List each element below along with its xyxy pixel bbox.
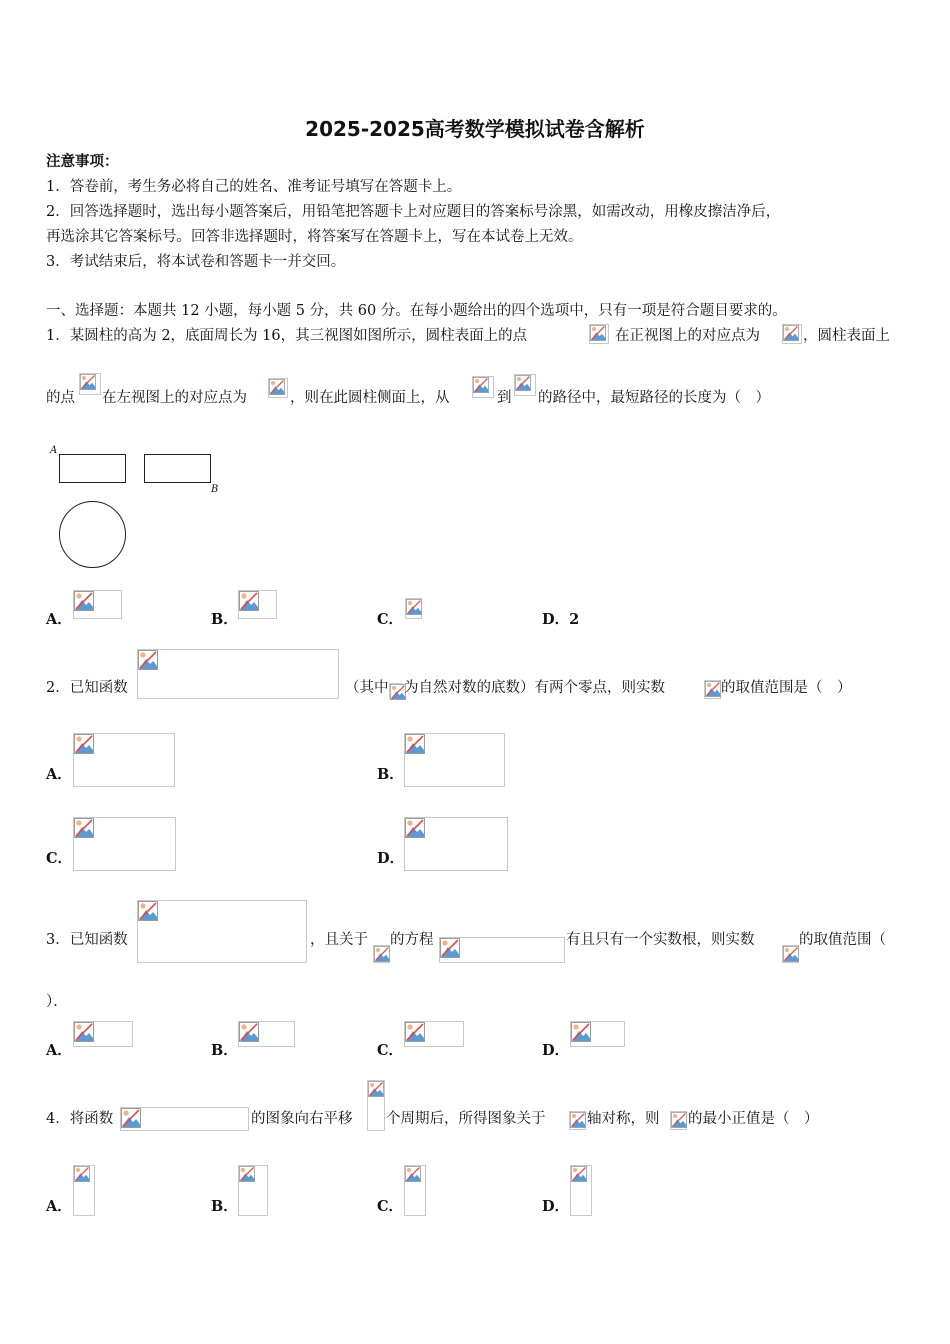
q2-option-d-formula <box>404 817 508 871</box>
q3-option-a[interactable]: A． <box>46 1042 72 1059</box>
broken-image-icon <box>138 650 158 670</box>
q3-option-d[interactable]: D． <box>542 1042 570 1059</box>
notice-heading: 注意事项： <box>46 153 119 170</box>
broken-image-icon <box>74 591 94 611</box>
q1-formula-5 <box>472 376 494 398</box>
q2-option-c[interactable]: C． <box>46 850 73 867</box>
q4-option-a-formula <box>73 1165 95 1216</box>
q2-text-2: （其中 <box>345 680 389 696</box>
broken-image-icon <box>783 325 799 341</box>
q1-text-2: 在正视图上的对应点为 <box>615 328 760 344</box>
q2-option-a-formula <box>73 733 175 787</box>
q1-formula-2 <box>782 324 802 344</box>
q3-text-5: 的取值范围（ <box>799 932 886 948</box>
q4-formula-omega <box>670 1111 687 1130</box>
q3-text-3: 的方程 <box>390 932 434 948</box>
broken-image-icon <box>239 1022 259 1042</box>
q2-option-b-formula <box>404 733 505 787</box>
q1-option-c[interactable]: C． <box>377 611 404 628</box>
q1-text-7: 到 <box>497 390 512 406</box>
notice-item-2a: 2．回答选择题时，选出每小题答案后，用铅笔把答题卡上对应题目的答案标号涂黑，如需改动，用橡皮擦洁净后， <box>46 204 781 220</box>
q2-option-d[interactable]: D． <box>377 850 405 867</box>
q3-formula-a <box>782 945 799 963</box>
broken-image-icon <box>590 325 606 341</box>
q4-option-b[interactable]: B． <box>211 1198 238 1215</box>
q4-option-a[interactable]: A． <box>46 1198 72 1215</box>
q1-text-1: 1．某圆柱的高为 2，底面周长为 16，其三视图如图所示，圆柱表面上的点 <box>46 328 528 344</box>
q4-formula-func <box>120 1107 249 1131</box>
broken-image-icon <box>571 1166 587 1182</box>
q3-option-d-formula <box>570 1021 625 1047</box>
broken-image-icon <box>74 818 94 838</box>
broken-image-icon <box>74 1022 94 1042</box>
q1-formula-3 <box>79 373 101 395</box>
q3-option-a-formula <box>73 1021 133 1047</box>
q4-option-b-formula <box>238 1165 268 1216</box>
q1-option-d[interactable]: D．2 <box>542 611 580 628</box>
q4-option-c-formula <box>404 1165 426 1216</box>
q2-text-4: 的取值范围是（ ） <box>721 680 852 696</box>
broken-image-icon <box>440 938 460 958</box>
q1-option-a[interactable]: A． <box>46 611 72 628</box>
q2-option-c-formula <box>73 817 176 871</box>
notice-item-2b: 再选涂其它答案标号。回答非选择题时，将答案写在答题卡上，写在本试卷上无效。 <box>46 229 583 245</box>
broken-image-icon <box>239 1166 255 1182</box>
q2-formula-func <box>137 649 339 699</box>
q1-text-4: 的点 <box>46 390 75 406</box>
broken-image-icon <box>121 1108 141 1128</box>
q3-formula-func <box>137 900 307 963</box>
broken-image-icon <box>405 1166 421 1182</box>
q1-option-b[interactable]: B． <box>211 611 238 628</box>
q4-text-3: 个周期后，所得图象关于 <box>386 1111 546 1127</box>
broken-image-icon <box>571 1022 591 1042</box>
q4-text-5: 的最小正值是（ ） <box>688 1111 819 1127</box>
broken-image-icon <box>80 374 96 390</box>
section-header: 一、选择题：本题共 12 小题，每小题 5 分，共 60 分。在每小题给出的四个选项中，只有一项是符合题目要求的。 <box>46 303 787 319</box>
broken-image-icon <box>405 1022 425 1042</box>
q4-option-c[interactable]: C． <box>377 1198 404 1215</box>
q1-option-c-formula <box>405 598 422 619</box>
q3-option-c[interactable]: C． <box>377 1042 404 1059</box>
q2-formula-a <box>704 680 721 699</box>
front-view-rect <box>59 454 126 483</box>
broken-image-icon <box>405 734 425 754</box>
q1-text-6: ，则在此圆柱侧面上，从 <box>290 390 450 406</box>
q4-text-4: 轴对称，则 <box>587 1111 660 1127</box>
q2-text-3: 为自然对数的底数）有两个零点，则实数 <box>404 680 665 696</box>
q4-formula-fraction <box>367 1080 385 1131</box>
broken-image-icon <box>705 681 721 697</box>
q4-text-1: 4．将函数 <box>46 1111 114 1127</box>
broken-image-icon <box>368 1081 384 1097</box>
q1-text-3: ，圆柱表面上 <box>803 328 890 344</box>
q2-formula-e <box>389 683 403 699</box>
q4-option-d[interactable]: D． <box>542 1198 570 1215</box>
notice-item-1: 1．答卷前，考生务必将自己的姓名、准考证号填写在答题卡上。 <box>46 179 462 195</box>
q3-text-1: 3．已知函数 <box>46 932 128 948</box>
q4-option-d-formula <box>570 1165 592 1216</box>
broken-image-icon <box>406 599 422 615</box>
broken-image-icon <box>74 734 94 754</box>
q1-formula-4 <box>268 378 288 398</box>
q3-formula-equation <box>439 937 565 963</box>
q1-formula-6 <box>514 374 536 396</box>
q2-text-1: 2．已知函数 <box>46 680 128 696</box>
broken-image-icon <box>473 377 489 393</box>
q3-text-2: ，且关于 <box>310 932 368 948</box>
figure-label-b: B <box>211 484 219 495</box>
q1-text-8: 的路径中，最短路径的长度为（ ） <box>538 390 770 406</box>
q3-option-c-formula <box>404 1021 464 1047</box>
q3-text-4: 有且只有一个实数根，则实数 <box>566 932 755 948</box>
broken-image-icon <box>570 1112 586 1128</box>
broken-image-icon <box>671 1112 687 1128</box>
broken-image-icon <box>269 379 285 395</box>
broken-image-icon <box>138 901 158 921</box>
side-view-rect <box>144 454 211 483</box>
figure-label-a: A <box>50 445 58 456</box>
q1-text-5: 在左视图上的对应点为 <box>102 390 247 406</box>
broken-image-icon <box>74 1166 90 1182</box>
q4-text-2: 的图象向右平移 <box>251 1111 353 1127</box>
page-title: 2025-2025高考数学模拟试卷含解析 <box>305 117 645 141</box>
q3-formula-x <box>373 945 390 963</box>
q4-formula-y <box>569 1111 586 1130</box>
top-view-circle <box>59 501 126 568</box>
q1-formula-1 <box>589 324 609 344</box>
q2-option-a[interactable]: A． <box>46 766 72 783</box>
q3-option-b-formula <box>238 1021 295 1047</box>
broken-image-icon <box>405 818 425 838</box>
q1-option-b-formula <box>238 590 277 619</box>
q3-option-b[interactable]: B． <box>211 1042 238 1059</box>
q1-option-a-formula <box>73 590 122 619</box>
broken-image-icon <box>239 591 259 611</box>
q2-option-b[interactable]: B． <box>377 766 404 783</box>
broken-image-icon <box>783 946 799 962</box>
notice-item-3: 3．考试结束后，将本试卷和答题卡一并交回。 <box>46 254 346 270</box>
broken-image-icon <box>374 946 390 962</box>
broken-image-icon <box>515 375 531 391</box>
q3-text-6: ）． <box>46 994 68 1010</box>
